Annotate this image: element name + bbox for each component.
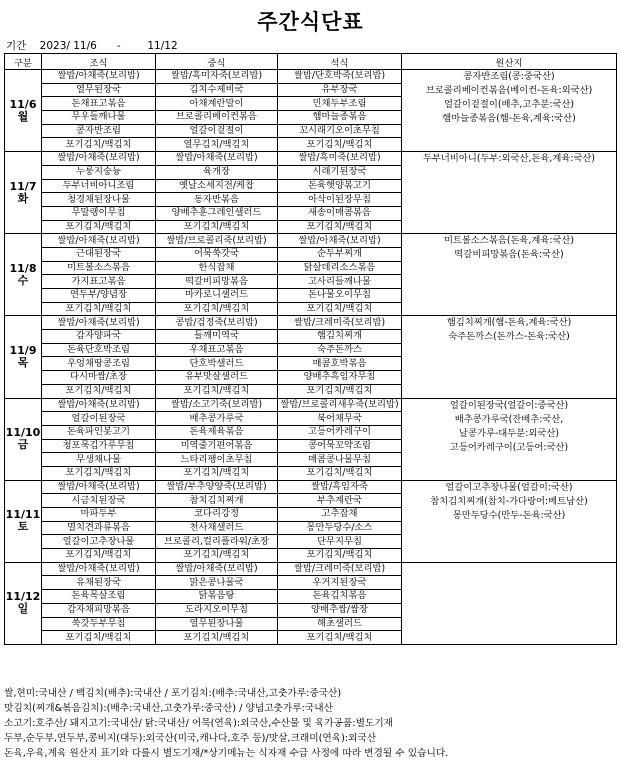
dinner-item: 포기김치/백김치: [278, 138, 402, 152]
lunch-item: 어묵쑥갓국: [156, 247, 278, 261]
dinner-item: 아삭이된장무침: [278, 193, 402, 207]
lunch-item: 우채표고볶음: [156, 343, 278, 357]
breakfast-item: 얼갈이고추장나물: [42, 535, 156, 549]
breakfast-item: 돈육목살조림: [42, 590, 156, 604]
note-line: 두부,순두부,연두부,콩비지(대두):외국산(미국,캐나다,호주 등)/맛살,크래미(연육):외국산: [4, 733, 377, 744]
breakfast-item: 감자채피망볶음: [42, 603, 156, 617]
lunch-item: 들깨미역국: [156, 330, 278, 344]
breakfast-item: 연두부/양념장: [42, 289, 156, 303]
dinner-item: 포기김치/백김치: [278, 549, 402, 563]
breakfast-item: 쌀밥/아채죽(보리밥): [42, 480, 156, 494]
dinner-item: 고추잡채: [278, 508, 402, 522]
lunch-item: 천사채샐러드: [156, 521, 278, 535]
breakfast-item: 열무된장국: [42, 83, 156, 97]
breakfast-item: 무생채나물: [42, 453, 156, 467]
note-line: 소고기:호주산/ 돼지고기:국내산/ 닭:국내산/ 어묵(연육):외국산,수산물 및 육가공품:별도기재: [4, 718, 394, 729]
dinner-item: 양배추흑임자무침: [278, 371, 402, 385]
meal-row: [5, 480, 617, 494]
menu-table: [4, 53, 617, 645]
note-line: 돈육,우육,계육 원산지 표기와 다를시 별도기재/*상기메뉴는 식자재 수급 사정에 따라 변경될 수 있습니다.: [4, 748, 449, 759]
meal-row: [5, 70, 617, 84]
dinner-item: 쌀밥/브로콜리새우죽(보리밥): [278, 398, 402, 412]
lunch-item: 콩밥/검정죽(보리밥): [156, 316, 278, 330]
breakfast-item: 마파두부: [42, 508, 156, 522]
meal-row: [5, 398, 617, 412]
dinner-item: 돈나물오이무침: [278, 289, 402, 303]
dinner-item: 돈육햇양볶고기: [278, 179, 402, 193]
origin-entry: 몽만두당수(만두-돈육:국산): [452, 509, 566, 521]
breakfast-item: 시금치된장국: [42, 494, 156, 508]
breakfast-item: 돈육파인봇고기: [42, 425, 156, 439]
breakfast-item: 포기김치/백김치: [42, 220, 156, 234]
lunch-item: 열무된장나물: [156, 617, 278, 631]
origin-entry: 콩자반조림(콩:중국산): [463, 71, 555, 82]
lunch-item: 미역줄기편어볶음: [156, 439, 278, 453]
lunch-item: 참치김치찌개: [156, 494, 278, 508]
breakfast-item: 얼갈이된장국: [42, 412, 156, 426]
lunch-item: 쌀밥/흑미자죽(보리밥): [156, 70, 278, 84]
dinner-item: 꼬시래기오이초무침: [278, 124, 402, 138]
breakfast-item: 쌀밥/아채죽(보리밥): [42, 398, 156, 412]
menu-body: [5, 70, 617, 645]
breakfast-item: 돈채표고볶음: [42, 97, 156, 111]
breakfast-item: 포기김치/백김치: [42, 631, 156, 645]
lunch-item: 느타리팽이초무침: [156, 453, 278, 467]
origin-entry: 두부너비아니(두부:외국산,돈육,계육:국산): [422, 153, 596, 165]
origin-entry: 고등어카레구이(고등어:국산): [449, 441, 569, 453]
breakfast-item: 쌀밥/아채죽(보리밥): [42, 562, 156, 576]
header-category: 구분: [5, 54, 42, 70]
breakfast-item: 멸치견과류볶음: [42, 521, 156, 535]
header-dinner: 석식: [278, 54, 402, 70]
breakfast-item: 유채된장국: [42, 576, 156, 590]
lunch-item: 브로콜리,컬리플라워/초장: [156, 535, 278, 549]
breakfast-item: 청포묵김가루무침: [42, 439, 156, 453]
period-dash: -: [116, 40, 121, 52]
lunch-item: 포기김치/백김치: [156, 631, 278, 645]
origin-entry: 참치김치찌개(참치-가다랑어:베트남산): [430, 495, 588, 507]
lunch-item: 옛날소세지전/케찹: [156, 179, 278, 193]
origin-entry: 배추콩가루국(잔배추:국산,: [454, 413, 564, 425]
dinner-item: 매콤호박볶음: [278, 357, 402, 371]
origin-entry: 날콩가루-대두분:외국산): [459, 427, 559, 439]
dinner-item: 콩어묵꼬약조림: [278, 439, 402, 453]
lunch-item: 떡갈비피망볶음: [156, 275, 278, 289]
breakfast-item: 감자양파국: [42, 330, 156, 344]
dinner-item: 포기김치/백김치: [278, 302, 402, 316]
day-label: 11/11 토: [5, 480, 42, 562]
lunch-item: 얼갈이겉절이: [156, 124, 278, 138]
dinner-item: 닭살데리소스볶음: [278, 261, 402, 275]
dinner-item: 포기김치/백김치: [278, 466, 402, 480]
header-lunch: 중식: [156, 54, 278, 70]
origin-entry: 얼갈이된장국(얼갈이:중국산): [449, 399, 569, 411]
dinner-item: 숙주돈까스: [278, 343, 402, 357]
breakfast-item: 청경채된장나물: [42, 193, 156, 207]
origin-cell: [402, 234, 617, 316]
header-breakfast: 조식: [42, 54, 156, 70]
dinner-item: 쌀밥/흑미죽(보리밥): [278, 152, 402, 166]
lunch-item: 김치수제비국: [156, 83, 278, 97]
origin-entry: 햄김치찌개(햄-돈육,계육:국산): [446, 317, 572, 329]
page-title: 주간식단표: [257, 10, 364, 34]
dinner-item: 북어채무국: [278, 412, 402, 426]
lunch-item: 포기김치/백김치: [156, 549, 278, 563]
dinner-item: 고등어카레구이: [278, 425, 402, 439]
lunch-item: 맑은콩나물국: [156, 576, 278, 590]
dinner-item: 매콤콩나물무침: [278, 453, 402, 467]
dinner-item: 햄김치찌개: [278, 330, 402, 344]
breakfast-item: 두부너비아니조림: [42, 179, 156, 193]
lunch-item: 쌀밥/부추양양죽(보리밥): [156, 480, 278, 494]
breakfast-item: 근대된장국: [42, 247, 156, 261]
dinner-item: 양배추쌈/쌈장: [278, 603, 402, 617]
origin-cell: [402, 316, 617, 398]
origin-entry: 미트볼소스볶음(돈육,계육:국산): [443, 235, 575, 247]
lunch-item: 쌀밥/아채죽(보리밥): [156, 562, 278, 576]
origin-cell: [402, 480, 617, 562]
dinner-item: 민채두부조림: [278, 97, 402, 111]
breakfast-item: 쑥갓두부무침: [42, 617, 156, 631]
dinner-item: 몽만두당수/소스: [278, 521, 402, 535]
lunch-item: 돈육제육볶음: [156, 425, 278, 439]
lunch-item: 포기김치/백김치: [156, 220, 278, 234]
lunch-item: 마카로니샐러드: [156, 289, 278, 303]
dinner-item: 시래기된장국: [278, 165, 402, 179]
dinner-item: 포기김치/백김치: [278, 220, 402, 234]
breakfast-item: 우엉채땅콩조림: [42, 357, 156, 371]
breakfast-item: 누룽지숭늉: [42, 165, 156, 179]
dinner-item: 돈육김치볶음: [278, 590, 402, 604]
origin-cell: [402, 152, 617, 234]
lunch-item: 한식잡채: [156, 261, 278, 275]
lunch-item: 배추콩가루국: [156, 412, 278, 426]
origin-entry: 브로콜리베이컨볶음(베이컨-돈육:외국산): [425, 85, 593, 96]
breakfast-item: 미트볼소스볶음: [42, 261, 156, 275]
meal-row: [5, 234, 617, 248]
breakfast-item: 가지표고볶음: [42, 275, 156, 289]
breakfast-item: 콩자반조림: [42, 124, 156, 138]
origin-cell: [402, 562, 617, 644]
breakfast-item: 돈육단호박조림: [42, 343, 156, 357]
day-label: 11/9 목: [5, 316, 42, 398]
lunch-item: 도라지오이무침: [156, 603, 278, 617]
dinner-item: 쌀밥/흑임자죽: [278, 480, 402, 494]
dinner-item: 순두부찌개: [278, 247, 402, 261]
dinner-item: 유부장국: [278, 83, 402, 97]
lunch-item: 단호박샐러드: [156, 357, 278, 371]
dinner-item: 쌀밥/아채죽(보리밥): [278, 234, 402, 248]
meal-row: [5, 152, 617, 166]
dinner-item: 우거지된장국: [278, 576, 402, 590]
lunch-item: 동자반볶음: [156, 193, 278, 207]
day-label: 11/8 수: [5, 234, 42, 316]
period-label: 기간: [6, 40, 27, 52]
origin-entry: 얼갈이겉절이(배추,고추분:국산): [443, 99, 575, 110]
lunch-item: 쌀밥/브로콜리죽(보리밥): [156, 234, 278, 248]
origin-entry: 숙주돈까스(돈까스-돈육:국산): [448, 331, 570, 343]
origin-notes: [4, 686, 618, 761]
day-label: 11/7 화: [5, 152, 42, 234]
breakfast-item: 쌀밥/아채죽(보리밥): [42, 316, 156, 330]
lunch-item: 아채계란말이: [156, 97, 278, 111]
breakfast-item: 포기김치/백김치: [42, 138, 156, 152]
lunch-item: 브로콜리베이컨볶음: [156, 111, 278, 125]
day-label: 11/10 금: [5, 398, 42, 480]
breakfast-item: 포기김치/백김치: [42, 384, 156, 398]
dinner-item: 새송이매콤볶음: [278, 206, 402, 220]
lunch-item: 포기김치/백김치: [156, 302, 278, 316]
day-label: 11/12 일: [5, 562, 42, 644]
breakfast-item: 무우들깨나물: [42, 111, 156, 125]
lunch-item: 닭볶음탕: [156, 590, 278, 604]
breakfast-item: 쌀밥/아채죽(보리밥): [42, 152, 156, 166]
dinner-item: 포기김치/백김치: [278, 631, 402, 645]
day-label: 11/6 월: [5, 70, 42, 152]
header-row: [5, 54, 617, 70]
header-origin: 원산지: [402, 54, 617, 70]
breakfast-item: 포기김치/백김치: [42, 466, 156, 480]
breakfast-item: 다시마쌈/초장: [42, 371, 156, 385]
lunch-item: 포기김치/백김치: [156, 384, 278, 398]
breakfast-item: 쌀밥/아채죽(보리밥): [42, 234, 156, 248]
breakfast-item: 무말랭이무침: [42, 206, 156, 220]
meal-row: [5, 316, 617, 330]
lunch-item: 열무김치/백김치: [156, 138, 278, 152]
dinner-item: 쌀밥/크레미죽(보리밥): [278, 562, 402, 576]
lunch-item: 쌀밥/소고기죽(보리밥): [156, 398, 278, 412]
origin-cell: [402, 398, 617, 480]
period-start: 2023/ 11/6: [39, 40, 97, 52]
breakfast-item: 쌀밥/아채죽(보리밥): [42, 70, 156, 84]
dinner-item: 부추계란국: [278, 494, 402, 508]
breakfast-item: 포기김치/백김치: [42, 302, 156, 316]
breakfast-item: 포기김치/백김치: [42, 549, 156, 563]
period-line: [6, 38, 178, 53]
origin-entry: 얼갈이고추장나물(얼갈이:국산): [445, 481, 573, 493]
origin-entry: 떡갈비피망볶음(돈육:국산): [454, 249, 564, 261]
dinner-item: 고사리들깨나물: [278, 275, 402, 289]
dinner-item: 단무지무침: [278, 535, 402, 549]
lunch-item: 포기김치/백김치: [156, 466, 278, 480]
dinner-item: 해초샐러드: [278, 617, 402, 631]
origin-cell: [402, 70, 617, 152]
lunch-item: 유부맛살샐러드: [156, 371, 278, 385]
note-line: 쌀,현미:국내산 / 백김치(배추):국내산 / 포기김치:(배추:국내산,고춧가루:중국산): [4, 688, 342, 699]
lunch-item: 코다리강정: [156, 508, 278, 522]
meal-row: [5, 562, 617, 576]
origin-entry: 햄마늘종볶음(햄-돈육,계육:국산): [442, 113, 576, 124]
dinner-item: 포기김치/백김치: [278, 384, 402, 398]
lunch-item: 쌀밥/아채죽(보리밥): [156, 152, 278, 166]
dinner-item: 쌀밥/단호박죽(보리밥): [278, 70, 402, 84]
dinner-item: 햄마늘종볶음: [278, 111, 402, 125]
lunch-item: 육개장: [156, 165, 278, 179]
lunch-item: 양배추훈그레인샐러드: [156, 206, 278, 220]
period-end: 11/12: [147, 40, 178, 52]
note-line: 맛김치(찌개&볶음김치):(배추:국내산,고춧가루:중국산) / 양념고춧가루:국내산: [4, 703, 333, 714]
dinner-item: 쌀밥/크레미죽(보리밥): [278, 316, 402, 330]
